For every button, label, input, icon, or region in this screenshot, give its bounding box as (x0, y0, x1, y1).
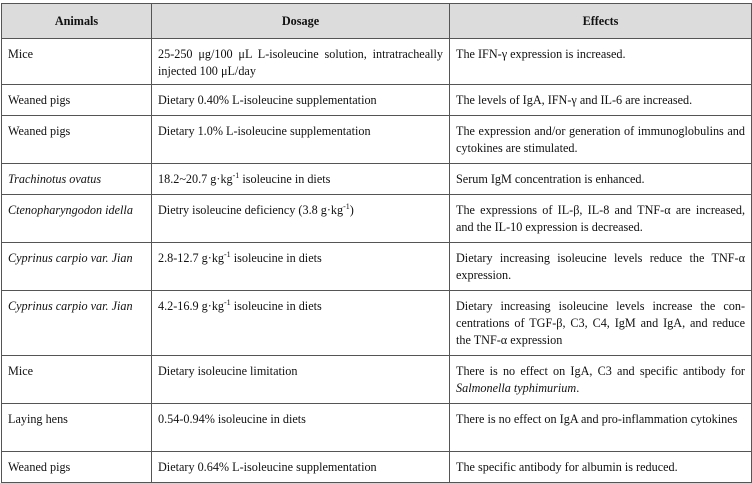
animal-cell: Mice (2, 356, 152, 404)
effects-cell (450, 356, 752, 404)
table-row (2, 164, 752, 195)
animal-cell: Cyprinus carpio var. Jian (2, 243, 152, 291)
isoleucine-effects-table (1, 3, 752, 483)
unit-exponent: -1 (224, 249, 231, 259)
table-row (2, 195, 752, 243)
dosage-text: 2.8-12.7 g·kg (158, 251, 225, 265)
animal-cell: Weaned pigs (2, 452, 152, 483)
header-animals: Animals (2, 4, 152, 39)
table-row (2, 356, 752, 404)
table-row (2, 85, 752, 116)
dosage-cell: Dietary 0.64% L-isoleucine supplementation (152, 452, 450, 483)
table-row (2, 39, 752, 85)
effects-cell: The specific antibody for albumin is reduced. (450, 452, 752, 483)
effects-cell: Dietary increasing isoleucine levels reduce the TNF-α expression. (450, 243, 752, 291)
animal-cell: Cyprinus carpio var. Jian (2, 291, 152, 356)
dosage-cell: Dietary isoleucine limitation (152, 356, 450, 404)
dosage-cell: 25-250 μg/100 μL L-isoleucine solution, intratracheally injected 100 μL/day (152, 39, 450, 85)
effects-cell: There is no effect on IgA and pro-inflammation cytokines (450, 404, 752, 452)
dosage-cell (152, 195, 450, 243)
dosage-cell (152, 164, 450, 195)
table-row (2, 291, 752, 356)
effects-text: . (576, 381, 580, 395)
table-row (2, 452, 752, 483)
effects-cell: Dietary increasing isoleucine levels increase the concentrations of TGF-β, C3, C4, IgM and IgA, and reduce the TNF-α expression (450, 291, 752, 356)
effects-text: There is no effect on IgA, C3 and specific antibody for (456, 364, 745, 378)
dosage-text: isoleucine in diets (230, 251, 322, 265)
animal-cell: Trachinotus ovatus (2, 164, 152, 195)
dosage-text: Dietry isoleucine deficiency (3.8 g·kg (158, 203, 344, 217)
effects-cell: Serum IgM concentration is enhanced. (450, 164, 752, 195)
dosage-cell (152, 243, 450, 291)
effects-cell: The IFN-γ expression is increased. (450, 39, 752, 85)
unit-exponent: -1 (232, 170, 240, 180)
unit-exponent: -1 (224, 297, 231, 307)
dosage-cell (152, 291, 450, 356)
header-dosage: Dosage (152, 4, 450, 39)
animal-cell: Mice (2, 39, 152, 85)
table-body (2, 39, 752, 483)
animal-cell: Ctenopharyngodon idella (2, 195, 152, 243)
animal-cell: Weaned pigs (2, 116, 152, 164)
unit-exponent: -1 (343, 201, 350, 211)
table-header (2, 4, 752, 39)
dosage-text: 4.2-16.9 g·kg (158, 299, 225, 313)
effects-cell: The levels of IgA, IFN-γ and IL-6 are increased. (450, 85, 752, 116)
header-effects: Effects (450, 4, 752, 39)
table-row (2, 243, 752, 291)
animal-cell: Weaned pigs (2, 85, 152, 116)
header-row (2, 4, 752, 39)
dosage-cell: 0.54-0.94% isoleucine in diets (152, 404, 450, 452)
dosage-text: isoleucine in diets (230, 299, 322, 313)
dosage-cell: Dietary 0.40% L-isoleucine supplementation (152, 85, 450, 116)
dosage-text: 18.2~20.7 g·kg (158, 172, 233, 186)
dosage-text: isoleucine in diets (239, 172, 331, 186)
dosage-cell: Dietary 1.0% L-isoleucine supplementation (152, 116, 450, 164)
table-row (2, 404, 752, 452)
pathogen-name: Salmonella typhimurium (456, 381, 577, 395)
effects-cell: The expression and/or generation of immunoglobulins and cytokines are stimulated. (450, 116, 752, 164)
animal-cell: Laying hens (2, 404, 152, 452)
table-row (2, 116, 752, 164)
effects-cell: The expressions of IL-β, IL-8 and TNF-α are increased, and the IL-10 expression is decreased. (450, 195, 752, 243)
dosage-text: ) (349, 203, 354, 217)
